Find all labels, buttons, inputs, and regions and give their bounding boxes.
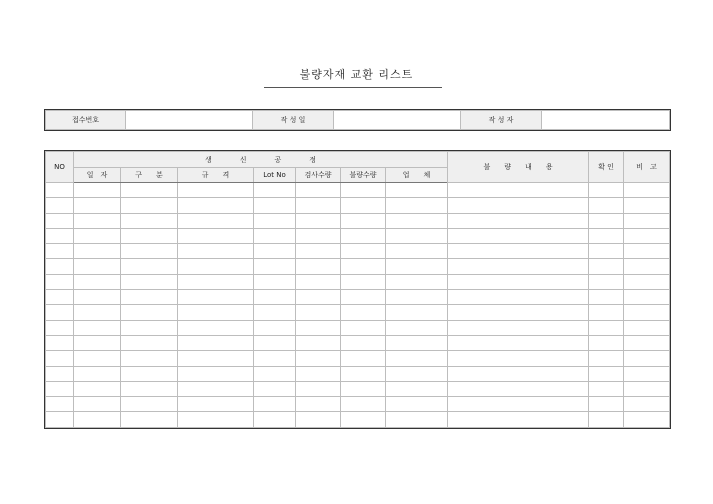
cell-confirm[interactable] <box>589 213 624 228</box>
cell-inspection-qty[interactable] <box>296 412 341 427</box>
cell-defect-details[interactable] <box>448 228 589 243</box>
cell-confirm[interactable] <box>589 198 624 213</box>
table-row <box>46 244 670 259</box>
table-row <box>46 290 670 305</box>
cell-vendor[interactable] <box>386 244 448 259</box>
cell-remarks[interactable] <box>624 397 670 412</box>
cell-defect-details[interactable] <box>448 213 589 228</box>
cell-spec[interactable] <box>178 290 254 305</box>
cell-spec[interactable] <box>178 244 254 259</box>
cell-defect-details[interactable] <box>448 274 589 289</box>
cell-category[interactable] <box>121 290 178 305</box>
table-row <box>46 305 670 320</box>
cell-no[interactable] <box>46 274 74 289</box>
cell-spec[interactable] <box>178 335 254 350</box>
cell-date[interactable] <box>74 335 121 350</box>
cell-confirm[interactable] <box>589 335 624 350</box>
table-row <box>46 183 670 198</box>
col-confirm-header: 확 인 <box>589 152 624 183</box>
title-underline <box>264 87 442 88</box>
cell-confirm[interactable] <box>589 290 624 305</box>
cell-inspection-qty[interactable] <box>296 320 341 335</box>
cell-category[interactable] <box>121 213 178 228</box>
table-row <box>46 213 670 228</box>
cell-remarks[interactable] <box>624 183 670 198</box>
cell-no[interactable] <box>46 305 74 320</box>
cell-spec[interactable] <box>178 274 254 289</box>
cell-no[interactable] <box>46 335 74 350</box>
cell-spec[interactable] <box>178 259 254 274</box>
cell-category[interactable] <box>121 183 178 198</box>
cell-confirm[interactable] <box>589 381 624 396</box>
cell-remarks[interactable] <box>624 335 670 350</box>
cell-category[interactable] <box>121 351 178 366</box>
cell-defect-qty[interactable] <box>341 244 386 259</box>
cell-remarks[interactable] <box>624 366 670 381</box>
cell-remarks[interactable] <box>624 305 670 320</box>
cell-spec[interactable] <box>178 366 254 381</box>
cell-defect-details[interactable] <box>448 198 589 213</box>
cell-lot-no[interactable] <box>254 183 296 198</box>
cell-defect-details[interactable] <box>448 412 589 427</box>
cell-remarks[interactable] <box>624 244 670 259</box>
cell-category[interactable] <box>121 381 178 396</box>
cell-no[interactable] <box>46 228 74 243</box>
cell-no[interactable] <box>46 183 74 198</box>
cell-lot-no[interactable] <box>254 381 296 396</box>
cell-remarks[interactable] <box>624 381 670 396</box>
cell-inspection-qty[interactable] <box>296 228 341 243</box>
table-row <box>46 366 670 381</box>
cell-confirm[interactable] <box>589 305 624 320</box>
cell-defect-details[interactable] <box>448 320 589 335</box>
cell-defect-qty[interactable] <box>341 412 386 427</box>
cell-remarks[interactable] <box>624 198 670 213</box>
cell-vendor[interactable] <box>386 183 448 198</box>
cell-date[interactable] <box>74 259 121 274</box>
cell-vendor[interactable] <box>386 198 448 213</box>
col-inspection-qty-header: 검사수량 <box>296 168 341 183</box>
cell-inspection-qty[interactable] <box>296 305 341 320</box>
cell-inspection-qty[interactable] <box>296 213 341 228</box>
cell-vendor[interactable] <box>386 351 448 366</box>
cell-defect-qty[interactable] <box>341 351 386 366</box>
col-category-header: 구 분 <box>121 168 178 183</box>
table-row <box>46 335 670 350</box>
cell-date[interactable] <box>74 320 121 335</box>
cell-defect-qty[interactable] <box>341 198 386 213</box>
cell-date[interactable] <box>74 381 121 396</box>
cell-date[interactable] <box>74 290 121 305</box>
cell-remarks[interactable] <box>624 351 670 366</box>
cell-defect-details[interactable] <box>448 183 589 198</box>
cell-defect-details[interactable] <box>448 351 589 366</box>
cell-date[interactable] <box>74 397 121 412</box>
cell-inspection-qty[interactable] <box>296 244 341 259</box>
cell-no[interactable] <box>46 366 74 381</box>
cell-remarks[interactable] <box>624 213 670 228</box>
col-defect-details-header: 불 량 내 용 <box>448 152 589 183</box>
cell-inspection-qty[interactable] <box>296 198 341 213</box>
cell-inspection-qty[interactable] <box>296 274 341 289</box>
cell-category[interactable] <box>121 412 178 427</box>
cell-no[interactable] <box>46 290 74 305</box>
cell-no[interactable] <box>46 213 74 228</box>
cell-defect-details[interactable] <box>448 290 589 305</box>
cell-remarks[interactable] <box>624 290 670 305</box>
author-label: 작 성 자 <box>461 111 542 130</box>
cell-remarks[interactable] <box>624 320 670 335</box>
cell-inspection-qty[interactable] <box>296 397 341 412</box>
cell-vendor[interactable] <box>386 381 448 396</box>
cell-category[interactable] <box>121 366 178 381</box>
defect-list-table <box>45 151 670 428</box>
cell-inspection-qty[interactable] <box>296 183 341 198</box>
cell-vendor[interactable] <box>386 259 448 274</box>
cell-lot-no[interactable] <box>254 228 296 243</box>
header-info-table <box>45 110 670 130</box>
cell-inspection-qty[interactable] <box>296 351 341 366</box>
page-title: 불량자재 교환 리스트 <box>299 68 414 81</box>
cell-confirm[interactable] <box>589 412 624 427</box>
table-row <box>46 228 670 243</box>
table-row <box>46 381 670 396</box>
cell-date[interactable] <box>74 244 121 259</box>
cell-inspection-qty[interactable] <box>296 259 341 274</box>
cell-defect-qty[interactable] <box>341 213 386 228</box>
cell-category[interactable] <box>121 259 178 274</box>
cell-defect-qty[interactable] <box>341 381 386 396</box>
cell-spec[interactable] <box>178 305 254 320</box>
cell-defect-qty[interactable] <box>341 397 386 412</box>
cell-inspection-qty[interactable] <box>296 366 341 381</box>
cell-defect-qty[interactable] <box>341 259 386 274</box>
cell-spec[interactable] <box>178 320 254 335</box>
cell-lot-no[interactable] <box>254 213 296 228</box>
cell-confirm[interactable] <box>589 228 624 243</box>
cell-remarks[interactable] <box>624 412 670 427</box>
cell-date[interactable] <box>74 183 121 198</box>
cell-vendor[interactable] <box>386 335 448 350</box>
cell-inspection-qty[interactable] <box>296 335 341 350</box>
receipt-no-field[interactable] <box>126 111 253 130</box>
table-row <box>46 412 670 427</box>
cell-vendor[interactable] <box>386 213 448 228</box>
cell-no[interactable] <box>46 244 74 259</box>
cell-defect-details[interactable] <box>448 305 589 320</box>
cell-category[interactable] <box>121 397 178 412</box>
col-vendor-header: 업 체 <box>386 168 448 183</box>
cell-date[interactable] <box>74 198 121 213</box>
col-date-header: 일 자 <box>74 168 121 183</box>
cell-vendor[interactable] <box>386 274 448 289</box>
cell-date[interactable] <box>74 351 121 366</box>
cell-confirm[interactable] <box>589 244 624 259</box>
cell-defect-qty[interactable] <box>341 320 386 335</box>
cell-category[interactable] <box>121 305 178 320</box>
col-remarks-header: 비 고 <box>624 152 670 183</box>
cell-spec[interactable] <box>178 351 254 366</box>
cell-confirm[interactable] <box>589 183 624 198</box>
cell-spec[interactable] <box>178 412 254 427</box>
cell-lot-no[interactable] <box>254 335 296 350</box>
cell-category[interactable] <box>121 244 178 259</box>
production-process-header: 생 신 공 정 <box>74 152 448 168</box>
cell-defect-qty[interactable] <box>341 335 386 350</box>
cell-category[interactable] <box>121 198 178 213</box>
cell-spec[interactable] <box>178 198 254 213</box>
cell-lot-no[interactable] <box>254 259 296 274</box>
cell-spec[interactable] <box>178 381 254 396</box>
cell-defect-qty[interactable] <box>341 290 386 305</box>
cell-no[interactable] <box>46 198 74 213</box>
author-field[interactable] <box>542 111 670 130</box>
cell-lot-no[interactable] <box>254 320 296 335</box>
cell-inspection-qty[interactable] <box>296 381 341 396</box>
cell-defect-qty[interactable] <box>341 305 386 320</box>
cell-date[interactable] <box>74 274 121 289</box>
col-defect-qty-header: 불량수량 <box>341 168 386 183</box>
cell-vendor[interactable] <box>386 366 448 381</box>
cell-defect-details[interactable] <box>448 381 589 396</box>
cell-defect-details[interactable] <box>448 244 589 259</box>
cell-vendor[interactable] <box>386 290 448 305</box>
cell-remarks[interactable] <box>624 274 670 289</box>
cell-vendor[interactable] <box>386 228 448 243</box>
cell-lot-no[interactable] <box>254 274 296 289</box>
cell-no[interactable] <box>46 320 74 335</box>
cell-confirm[interactable] <box>589 397 624 412</box>
cell-defect-details[interactable] <box>448 335 589 350</box>
cell-date[interactable] <box>74 213 121 228</box>
cell-lot-no[interactable] <box>254 366 296 381</box>
cell-defect-details[interactable] <box>448 259 589 274</box>
date-field[interactable] <box>334 111 461 130</box>
cell-lot-no[interactable] <box>254 290 296 305</box>
cell-spec[interactable] <box>178 183 254 198</box>
cell-no[interactable] <box>46 397 74 412</box>
col-spec-header: 규 격 <box>178 168 254 183</box>
cell-vendor[interactable] <box>386 412 448 427</box>
col-no-header: NO <box>46 152 74 183</box>
cell-vendor[interactable] <box>386 305 448 320</box>
cell-spec[interactable] <box>178 213 254 228</box>
cell-confirm[interactable] <box>589 259 624 274</box>
cell-category[interactable] <box>121 320 178 335</box>
cell-confirm[interactable] <box>589 320 624 335</box>
cell-lot-no[interactable] <box>254 305 296 320</box>
cell-lot-no[interactable] <box>254 397 296 412</box>
cell-category[interactable] <box>121 228 178 243</box>
cell-category[interactable] <box>121 274 178 289</box>
cell-confirm[interactable] <box>589 351 624 366</box>
col-lot-no-header: Lot No <box>254 168 296 183</box>
cell-defect-qty[interactable] <box>341 274 386 289</box>
cell-date[interactable] <box>74 366 121 381</box>
cell-no[interactable] <box>46 259 74 274</box>
cell-lot-no[interactable] <box>254 244 296 259</box>
cell-date[interactable] <box>74 228 121 243</box>
cell-remarks[interactable] <box>624 259 670 274</box>
date-label: 작 성 일 <box>253 111 334 130</box>
cell-defect-qty[interactable] <box>341 183 386 198</box>
table-row <box>46 320 670 335</box>
cell-defect-details[interactable] <box>448 397 589 412</box>
cell-defect-qty[interactable] <box>341 228 386 243</box>
cell-lot-no[interactable] <box>254 412 296 427</box>
table-row <box>46 351 670 366</box>
table-row <box>46 198 670 213</box>
cell-confirm[interactable] <box>589 274 624 289</box>
cell-remarks[interactable] <box>624 228 670 243</box>
cell-date[interactable] <box>74 412 121 427</box>
cell-vendor[interactable] <box>386 397 448 412</box>
cell-spec[interactable] <box>178 228 254 243</box>
cell-category[interactable] <box>121 335 178 350</box>
cell-spec[interactable] <box>178 397 254 412</box>
cell-no[interactable] <box>46 351 74 366</box>
cell-lot-no[interactable] <box>254 351 296 366</box>
cell-defect-qty[interactable] <box>341 366 386 381</box>
cell-confirm[interactable] <box>589 366 624 381</box>
receipt-no-label: 접수번호 <box>46 111 126 130</box>
table-row <box>46 397 670 412</box>
cell-no[interactable] <box>46 381 74 396</box>
cell-lot-no[interactable] <box>254 198 296 213</box>
cell-defect-details[interactable] <box>448 366 589 381</box>
cell-date[interactable] <box>74 305 121 320</box>
table-row <box>46 274 670 289</box>
cell-no[interactable] <box>46 412 74 427</box>
cell-vendor[interactable] <box>386 320 448 335</box>
cell-inspection-qty[interactable] <box>296 290 341 305</box>
table-row <box>46 259 670 274</box>
